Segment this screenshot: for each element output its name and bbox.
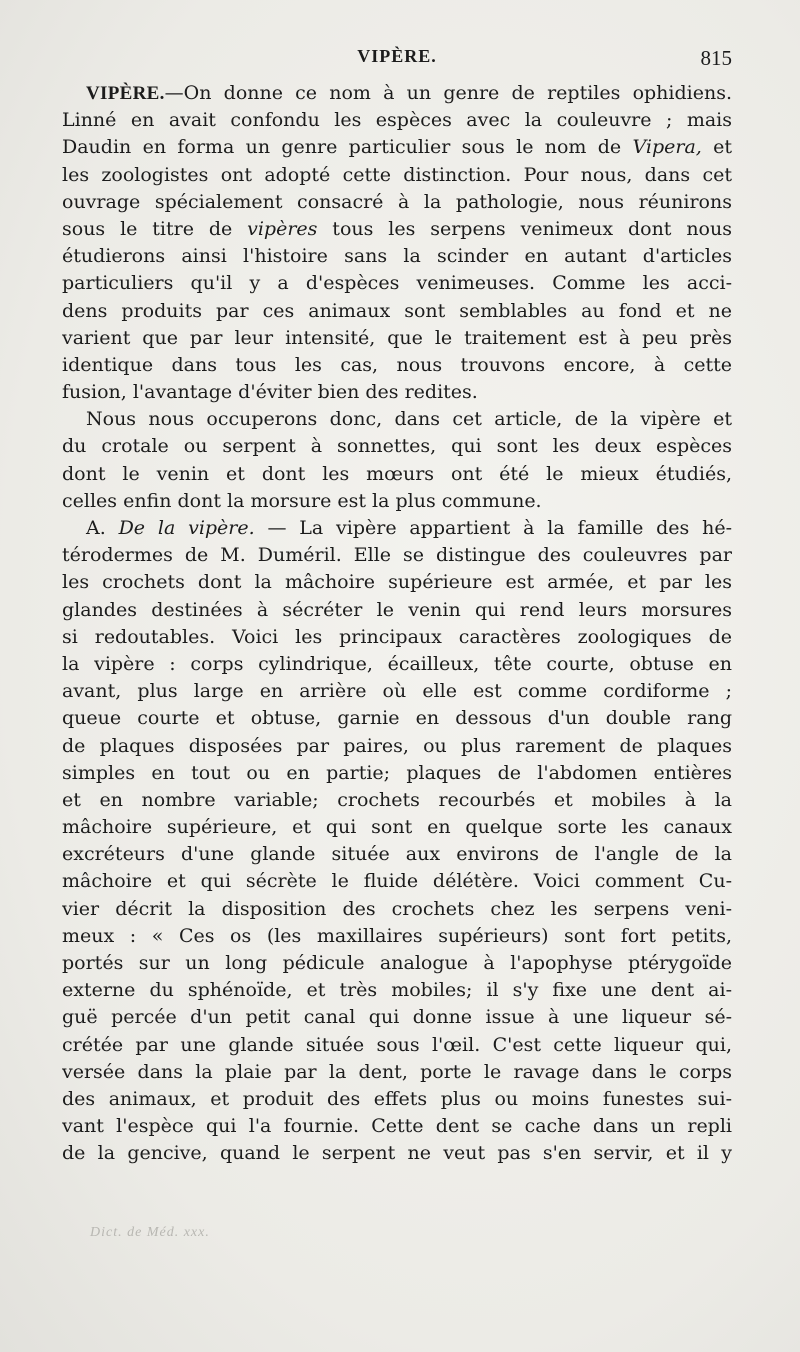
text-line <box>62 107 732 134</box>
text-segment: externe du sphénoïde, et très mobiles; il s'y fixe une dent ai- <box>62 979 732 1002</box>
text-segment: dont le venin et dont les mœurs ont été le mieux étudiés, <box>62 462 732 485</box>
text-segment: fusion, l'avantage d'éviter bien des redites. <box>62 381 478 404</box>
text-segment: guë percée d'un petit canal qui donne issue à une liqueur sé- <box>62 1006 732 1029</box>
text-line <box>62 705 732 732</box>
text-line <box>62 977 732 1004</box>
text-line <box>62 597 732 624</box>
text-segment: excréteurs d'une glande située aux environs de l'angle de la <box>62 843 732 866</box>
text-line <box>62 1004 732 1031</box>
text-line <box>62 134 732 161</box>
text-line <box>62 841 732 868</box>
text-segment: des animaux, et produit des effets plus ou moins funestes sui- <box>62 1087 732 1110</box>
text-line <box>62 270 732 297</box>
text-line <box>62 569 732 596</box>
text-line <box>62 216 732 243</box>
text-segment: de la gencive, quand le serpent ne veut pas s'en servir, et il y <box>62 1142 732 1165</box>
text-line <box>62 379 732 406</box>
text-segment: térodermes de M. Duméril. Elle se distingue des couleuvres par <box>62 544 732 567</box>
text-segment: Nous nous occuperons donc, dans cet article, de la vipère et <box>86 408 732 431</box>
text-line <box>62 950 732 977</box>
text-segment: sous le titre de <box>62 217 248 240</box>
text-segment: tous les serpens venimeux dont nous <box>317 217 732 240</box>
text-segment: celles enfin dont la morsure est la plus commune. <box>62 489 542 512</box>
text-line <box>62 733 732 760</box>
italic-text: De la vipère. <box>118 517 255 539</box>
article-body <box>62 80 732 1168</box>
text-line <box>62 488 732 515</box>
text-segment: glandes destinées à sécréter le venin qui rend leurs morsures <box>62 598 732 621</box>
text-line <box>62 433 732 460</box>
text-segment: de plaques disposées par paires, ou plus rarement de plaques <box>62 734 732 757</box>
page-number: 815 <box>700 46 732 70</box>
italic-text: vipères <box>247 217 318 240</box>
text-line <box>62 80 732 107</box>
text-segment: ouvrage spécialement consacré à la pathologie, nous réunirons <box>62 190 732 213</box>
text-segment: identique dans tous les cas, nous trouvons encore, à cette <box>62 353 732 376</box>
text-segment: versée dans la plaie par la dent, porte le ravage dans le corps <box>62 1060 732 1083</box>
text-line <box>62 542 732 569</box>
text-line <box>62 461 732 488</box>
text-line <box>62 1032 732 1059</box>
text-line <box>62 352 732 379</box>
text-segment: vant l'espèce qui l'a fournie. Cette dent se cache dans un repli <box>62 1115 732 1138</box>
text-line <box>62 923 732 950</box>
text-line <box>62 868 732 895</box>
text-line <box>62 896 732 923</box>
running-head: VIPÈRE. <box>357 46 437 66</box>
text-segment: étudierons ainsi l'histoire sans la scinder en autant d'articles <box>62 245 732 268</box>
text-segment: crétée par une glande située sous l'œil. C'est cette liqueur qui, <box>62 1033 732 1056</box>
text-segment: Linné en avait confondu les espèces avec la couleuvre ; mais <box>62 109 732 132</box>
text-segment: simples en tout ou en partie; plaques de l'abdomen entières <box>62 761 732 784</box>
text-line <box>62 651 732 678</box>
text-line <box>62 814 732 841</box>
text-line <box>62 325 732 352</box>
text-segment: et en nombre variable; crochets recourbés et mobiles à la <box>62 788 732 811</box>
text-segment: —On donne ce nom à un genre de reptiles ophidiens. <box>164 82 732 104</box>
text-segment: avant, plus large en arrière où elle est comme cordiforme ; <box>62 680 732 703</box>
text-segment: meux : « Ces os (les maxillaires supérieurs) sont fort petits, <box>62 924 732 947</box>
text-line <box>62 678 732 705</box>
text-segment: particuliers qu'il y a d'espèces venimeuses. Comme les acci- <box>62 272 732 295</box>
text-segment: varient que par leur intensité, que le traitement est à peu près <box>62 326 732 349</box>
text-segment: du crotale ou serpent à sonnettes, qui sont les deux espèces <box>62 435 732 458</box>
text-line <box>62 406 732 433</box>
text-line <box>62 162 732 189</box>
text-line <box>62 298 732 325</box>
text-segment: — La vipère appartient à la famille des hé- <box>254 517 732 539</box>
text-line <box>62 624 732 651</box>
page-header <box>62 46 732 76</box>
text-line <box>62 243 732 270</box>
text-segment: vier décrit la disposition des crochets chez les serpens veni- <box>62 897 732 920</box>
text-segment: si redoutables. Voici les principaux caractères zoologiques de <box>62 625 732 648</box>
text-line <box>62 1140 732 1167</box>
text-segment: queue courte et obtuse, garnie en dessous d'un double rang <box>62 707 732 730</box>
text-segment: les crochets dont la mâchoire supérieure est armée, et par les <box>62 571 732 594</box>
text-segment: la vipère : corps cylindrique, écailleux, tête courte, obtuse en <box>62 652 732 675</box>
italic-text: Vipera, <box>632 136 702 159</box>
text-line <box>62 515 732 542</box>
text-segment: mâchoire et qui sécrète le fluide délétère. Voici comment Cu- <box>62 870 732 893</box>
text-line <box>62 189 732 216</box>
text-segment: Daudin en forma un genre particulier sous le nom de <box>62 136 633 159</box>
bleed-through-text: Dict. de Méd. xxx. <box>90 1225 210 1240</box>
article-headword: VIPÈRE. <box>86 83 165 104</box>
text-line <box>62 1086 732 1113</box>
text-segment: dens produits par ces animaux sont semblables au fond et ne <box>62 299 732 322</box>
text-segment: portés sur un long pédicule analogue à l'apophyse ptérygoïde <box>62 952 732 974</box>
text-line <box>62 787 732 814</box>
text-line <box>62 1059 732 1086</box>
text-line <box>62 1113 732 1140</box>
text-segment: et <box>701 136 732 159</box>
text-segment: A. <box>86 517 119 539</box>
text-segment: mâchoire supérieure, et qui sont en quelque sorte les canaux <box>62 816 732 839</box>
text-segment: les zoologistes ont adopté cette distinction. Pour nous, dans cet <box>62 163 732 186</box>
text-line <box>62 760 732 787</box>
